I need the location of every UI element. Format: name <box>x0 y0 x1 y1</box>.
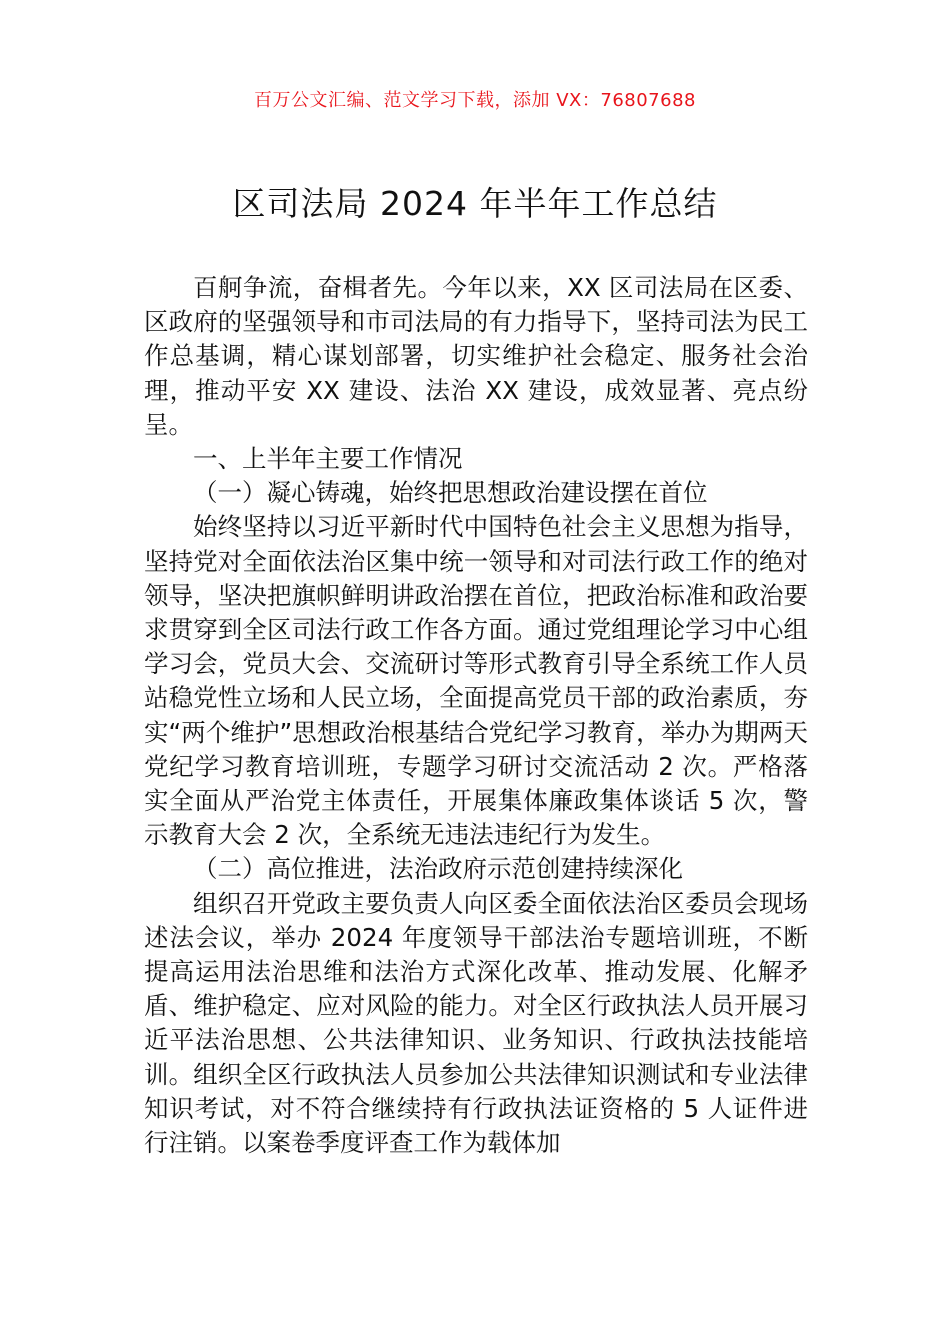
document-body <box>144 271 808 1160</box>
paragraph-intro: 百舸争流，奋楫者先。今年以来，XX 区司法局在区委、区政府的坚强领导和市司法局的有力指导下，坚持司法为民工作总基调，精心谋划部署，切实维护社会稳定、服务社会治理，推动平安 XX 建设、法治 XX 建设，成效显著、亮点纷呈。 <box>144 273 808 439</box>
header-note: 百万公文汇编、范文学习下载，添加 VX：76807688 <box>254 90 696 111</box>
paragraph-political: 始终坚持以习近平新时代中国特色社会主义思想为指导，坚持党对全面依法治区集中统一领导和对司法行政工作的绝对领导，坚决把旗帜鲜明讲政治摆在首位，把政治标准和政治要求贯穿到全区司法行政工作各方面。通过党组理论学习中心组学习会，党员大会、交流研讨等形式教育引导全系统工作人员站稳党性立场和人民立场，全面提高党员干部的政治素质，夯实“两个维护”思想政治根基结合党纪学习教育，举办为期两天党纪学习教育培训班，专题学习研讨交流活动 2 次。严格落实全面从严治党主体责任，开展集体廉政集体谈话 5 次，警示教育大会 2 次，全系统无违法违纪行为发生。 <box>144 512 808 850</box>
subsection-heading-1: （一）凝心铸魂，始终把思想政治建设摆在首位 <box>193 478 708 508</box>
document-title: 区司法局 2024 年半年工作总结 <box>232 184 718 223</box>
paragraph-rule-of-law: 组织召开党政主要负责人向区委全面依法治区委员会现场述法会议，举办 2024 年度领导干部法治专题培训班，不断提高运用法治思维和法治方式深化改革、推动发展、化解矛盾、维护稳定、应对风险的能力。对全区行政执法人员开展习近平法治思想、公共法律知识、业务知识、行政执法技能培训。组织全区行政执法人员参加公共法律知识测试和专业法律知识考试，对不符合继续持有行政执法证资格的 5 人证件进行注销。以案卷季度评查工作为载体加 <box>144 888 808 1158</box>
section-heading-1: 一、上半年主要工作情况 <box>193 444 463 474</box>
subsection-heading-2: （二）高位推进，法治政府示范创建持续深化 <box>193 854 683 884</box>
